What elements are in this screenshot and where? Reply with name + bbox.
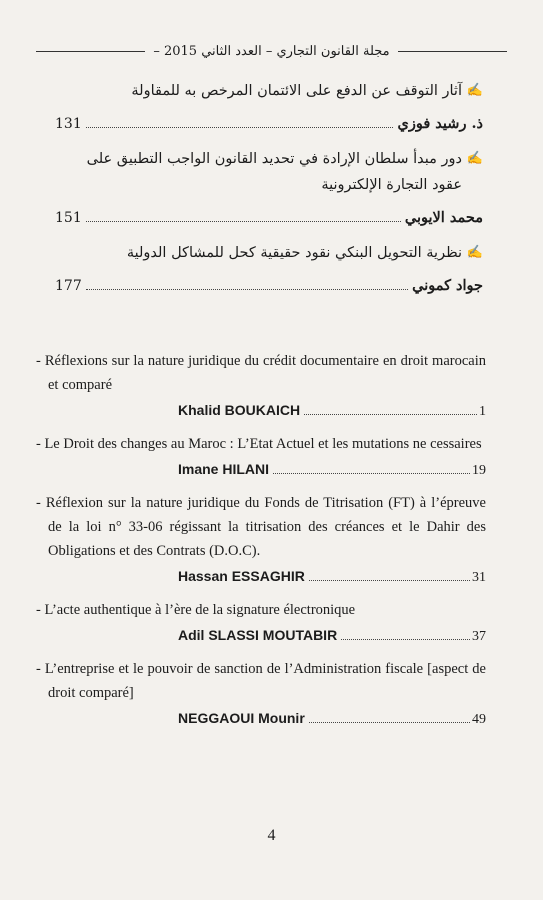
entry-title: - Réflexion sur la nature juridique du Fonds de Titrisation (FT) à l’épreuve de la loi n° 33-06 régissant la titrisation des créances et le Dahir des Obligations et des Contrats (D.O.C).	[36, 495, 486, 559]
entry-page: 177	[55, 278, 82, 294]
entry-author-row	[36, 399, 486, 423]
entry-author-row	[55, 274, 483, 298]
dot-leader	[86, 289, 408, 290]
arabic-toc	[55, 78, 483, 308]
french-entry	[36, 491, 486, 589]
entry-author-row	[55, 206, 483, 230]
dot-leader	[304, 414, 477, 415]
entry-author: Khalid BOUKAICH	[178, 402, 301, 418]
dot-leader	[273, 473, 470, 474]
dot-leader	[309, 580, 470, 581]
dot-leader	[341, 639, 470, 640]
entry-author-row	[36, 707, 486, 731]
entry-title: - Le Droit des changes au Maroc : L’Etat Actuel et les mutations ne cessaires	[36, 436, 482, 452]
page-number: 4	[267, 827, 276, 844]
header-rule-right	[398, 51, 507, 52]
dot-leader	[309, 722, 470, 723]
entry-author-row	[36, 624, 486, 648]
entry-page: 1	[479, 404, 486, 419]
entry-title: نظرية التحويل البنكي نقود حقيقية كحل للمشاكل الدولية	[126, 245, 462, 261]
entry-author: Hassan ESSAGHIR	[178, 568, 305, 584]
entry-author: ذ. رشيد فوزي	[397, 115, 483, 132]
french-entry	[36, 598, 486, 648]
french-entry	[36, 349, 486, 423]
entry-page: 49	[472, 712, 486, 727]
arabic-entry	[55, 78, 483, 136]
french-toc	[36, 349, 486, 740]
journal-title: مجلة القانون التجاري – العدد الثاني 2015 –	[153, 44, 390, 59]
dot-leader	[86, 221, 401, 222]
entry-author: NEGGAOUI Mounir	[178, 710, 305, 726]
arabic-entry	[55, 240, 483, 298]
entry-title: آثار التوقف عن الدفع على الائتمان المرخص به للمقاولة	[131, 83, 462, 99]
entry-author-row	[36, 458, 486, 482]
entry-page: 151	[55, 210, 82, 226]
entry-author: جواد كموني	[412, 277, 483, 294]
french-entry	[36, 657, 486, 731]
entry-author-row	[36, 565, 486, 589]
header-rule-left	[36, 51, 145, 52]
entry-title: - Réflexions sur la nature juridique du crédit documentaire en droit marocain et comparé	[36, 353, 486, 393]
entry-page: 131	[55, 116, 82, 132]
entry-title: - L’acte authentique à l’ère de la signature électronique	[36, 602, 356, 618]
entry-author: Imane HILANI	[178, 461, 270, 477]
pen-icon: ✍	[466, 151, 483, 166]
arabic-entry	[55, 146, 483, 230]
entry-author: Adil SLASSI MOUTABIR	[178, 627, 338, 643]
entry-author-row	[55, 112, 483, 136]
pen-icon: ✍	[466, 245, 483, 260]
entry-page: 31	[472, 570, 486, 585]
entry-title: - L’entreprise et le pouvoir de sanction de l’Administration fiscale [aspect de droit comparé]	[36, 661, 486, 701]
entry-title: دور مبدأ سلطان الإرادة في تحديد القانون الواجب التطبيق على عقود التجارة الإلكترونية	[86, 151, 462, 193]
entry-page: 19	[472, 463, 486, 478]
french-entry	[36, 432, 486, 482]
dot-leader	[86, 127, 394, 128]
entry-page: 37	[472, 629, 486, 644]
pen-icon: ✍	[466, 83, 483, 98]
journal-header	[36, 44, 507, 59]
entry-author: محمد الايوبي	[404, 209, 483, 226]
